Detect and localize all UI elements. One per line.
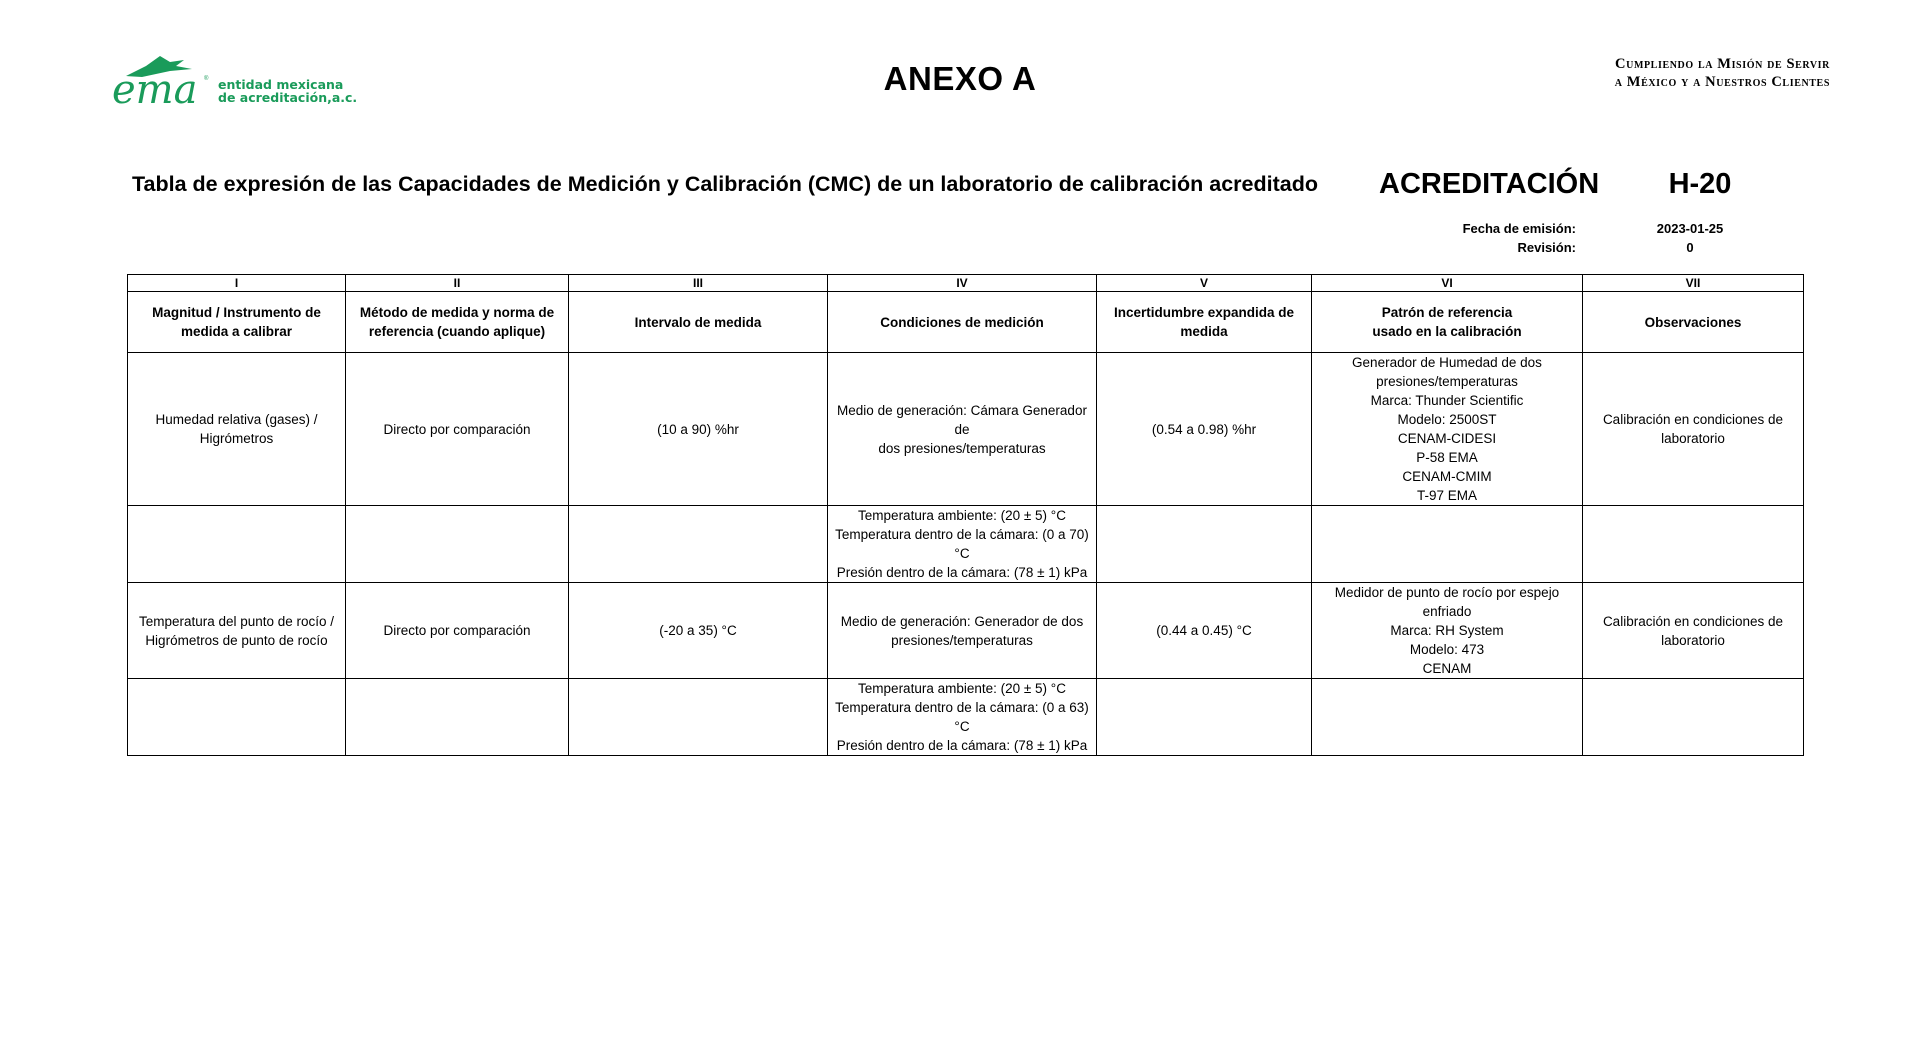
logo-line-1: entidad mexicana xyxy=(218,77,344,92)
table-row-cell xyxy=(1583,583,1804,679)
table-row-cell xyxy=(1097,583,1312,679)
table-row-cell xyxy=(569,679,828,756)
column-headers-row-cell xyxy=(1097,292,1312,353)
column-headers-row-cell xyxy=(128,292,346,353)
table-row-cell xyxy=(346,506,569,583)
cell-line: (10 a 90) %hr xyxy=(657,421,739,437)
document-title: Tabla de expresión de las Capacidades de Medición y Calibración (CMC) de un laboratorio de calibración acreditado xyxy=(132,172,1318,196)
cell-line: medida a calibrar xyxy=(180,324,293,339)
motto xyxy=(1615,55,1830,91)
cell-line: °C xyxy=(954,546,970,561)
table-row xyxy=(128,583,1804,679)
cell-line: Temperatura dentro de la cámara: (0 a 63) xyxy=(835,700,1089,715)
cell-line: Directo por comparación xyxy=(383,623,531,638)
accreditation-value: H-20 xyxy=(1668,168,1732,200)
table-row-cell xyxy=(128,583,346,679)
cell-line: Directo por comparación xyxy=(383,421,531,437)
table-row-cell xyxy=(569,583,828,679)
column-numbers-row-cell: I xyxy=(128,275,346,292)
table-row-cell xyxy=(1312,353,1583,506)
table-row-cell xyxy=(569,353,828,506)
cell-line: Medidor de punto de rocío por espejo xyxy=(1334,585,1560,600)
cell-line: medida xyxy=(1180,324,1228,339)
column-numbers-row-cell: IV xyxy=(828,275,1097,292)
cell-line: Incertidumbre expandida de xyxy=(1113,305,1295,320)
column-headers-row-cell xyxy=(828,292,1097,353)
cell-line: Temperatura del punto de rocío / xyxy=(138,613,335,629)
cell-line: Patrón de referencia xyxy=(1381,305,1513,320)
cell-line: Condiciones de medición xyxy=(880,314,1044,330)
table-row-cell xyxy=(828,353,1097,506)
annex-title: ANEXO A xyxy=(883,60,1037,97)
revision-value: 0 xyxy=(1686,240,1694,255)
table-row-cell xyxy=(569,506,828,583)
cell-line: CENAM-CMIM xyxy=(1402,469,1492,484)
cell-line: Presión dentro de la cámara: (78 ± 1) kPa xyxy=(836,565,1088,580)
cell-line: CENAM-CIDESI xyxy=(1397,431,1497,446)
cell-line: Marca: Thunder Scientific xyxy=(1370,393,1524,408)
cell-line: Presión dentro de la cámara: (78 ± 1) kPa xyxy=(836,738,1088,753)
cell-line: dos presiones/temperaturas xyxy=(878,440,1046,456)
table-row-cell xyxy=(128,679,346,756)
cell-line: Medio de generación: Cámara Generador de xyxy=(837,402,1087,437)
cell-line: Observaciones xyxy=(1644,314,1742,330)
revision-label: Revisión: xyxy=(1517,240,1576,255)
accreditation-label: ACREDITACIÓN xyxy=(1379,168,1600,200)
svg-text:®: ® xyxy=(204,76,209,82)
column-numbers-row-cell: VII xyxy=(1583,275,1804,292)
column-numbers-row xyxy=(128,275,1804,292)
cell-line: T-97 EMA xyxy=(1416,488,1478,503)
motto-line-1: Cumpliendo la Misión de Servir xyxy=(1615,56,1830,72)
cell-line: CENAM xyxy=(1422,661,1472,676)
column-numbers-row-cell: III xyxy=(569,275,828,292)
cell-line: Medio de generación: Generador de dos xyxy=(840,613,1084,629)
cell-line: (-20 a 35) °C xyxy=(659,623,737,638)
table-row-cell xyxy=(1097,506,1312,583)
logo-wordmark: ema xyxy=(112,67,198,108)
cell-line: Magnitud / Instrumento de xyxy=(152,305,321,320)
logo-line-2: de acreditación,a.c. xyxy=(218,90,358,105)
table-row-cell xyxy=(1312,679,1583,756)
cell-line: enfriado xyxy=(1422,604,1472,619)
column-numbers-row-cell: V xyxy=(1097,275,1312,292)
cell-line: Humedad relativa (gases) / xyxy=(155,412,318,427)
table-row xyxy=(128,506,1804,583)
cell-line: referencia (cuando aplique) xyxy=(368,324,546,339)
cell-line: Temperatura ambiente: (20 ± 5) °C xyxy=(858,681,1066,696)
cell-line: Calibración en condiciones de xyxy=(1602,613,1784,629)
table-row-cell xyxy=(1097,679,1312,756)
cell-line: laboratorio xyxy=(1661,632,1725,648)
column-headers-row-cell xyxy=(569,292,828,353)
logo-text xyxy=(218,78,357,104)
cell-line: laboratorio xyxy=(1661,431,1725,446)
motto-line-2: a México y a Nuestros Clientes xyxy=(1614,74,1830,90)
cell-line: presiones/temperaturas xyxy=(891,632,1033,648)
ema-logo xyxy=(112,56,362,108)
cell-line: Higrómetros xyxy=(199,431,274,446)
table-row-cell xyxy=(1583,679,1804,756)
cell-line: Temperatura ambiente: (20 ± 5) °C xyxy=(858,508,1066,523)
table-row-cell xyxy=(828,506,1097,583)
table-row-cell xyxy=(346,679,569,756)
column-headers-row-cell xyxy=(1312,292,1583,353)
table-row-cell xyxy=(1097,353,1312,506)
cell-line: Calibración en condiciones de xyxy=(1602,412,1784,427)
issue-date-label: Fecha de emisión: xyxy=(1462,221,1576,236)
table-row-cell xyxy=(828,679,1097,756)
column-headers-row-cell xyxy=(1583,292,1804,353)
column-headers-row xyxy=(128,292,1804,353)
cell-line: P-58 EMA xyxy=(1416,450,1478,465)
cell-line: presiones/temperaturas xyxy=(1376,374,1518,389)
cell-line: Higrómetros de punto de rocío xyxy=(145,632,328,648)
table-row-cell xyxy=(1312,583,1583,679)
cell-line: °C xyxy=(954,719,970,734)
cell-line: Método de medida y norma de xyxy=(359,305,555,320)
cell-line: Generador de Humedad de dos xyxy=(1352,355,1542,370)
table-row-cell xyxy=(128,506,346,583)
eagle-icon xyxy=(112,56,222,108)
table-row xyxy=(128,353,1804,506)
cell-line: Temperatura dentro de la cámara: (0 a 70) xyxy=(835,527,1089,542)
cell-line: Modelo: 473 xyxy=(1409,642,1485,657)
cell-line: usado en la calibración xyxy=(1372,324,1522,339)
table-row-cell xyxy=(828,583,1097,679)
column-numbers-row-cell: VI xyxy=(1312,275,1583,292)
table-row-cell xyxy=(128,353,346,506)
table-row xyxy=(128,679,1804,756)
cmc-table xyxy=(127,274,1804,756)
table-row-cell xyxy=(1583,353,1804,506)
table-row-cell xyxy=(1312,506,1583,583)
table-row-cell xyxy=(1583,506,1804,583)
issue-date-value: 2023-01-25 xyxy=(1656,221,1724,236)
column-headers-row-cell xyxy=(346,292,569,353)
table-row-cell xyxy=(346,583,569,679)
cell-line: (0.54 a 0.98) %hr xyxy=(1151,421,1257,437)
cell-line: Marca: RH System xyxy=(1390,623,1504,638)
cell-line: Intervalo de medida xyxy=(634,314,762,330)
cell-line: Modelo: 2500ST xyxy=(1397,412,1497,427)
table-row-cell xyxy=(346,353,569,506)
cell-line: (0.44 a 0.45) °C xyxy=(1156,623,1252,638)
column-numbers-row-cell: II xyxy=(346,275,569,292)
